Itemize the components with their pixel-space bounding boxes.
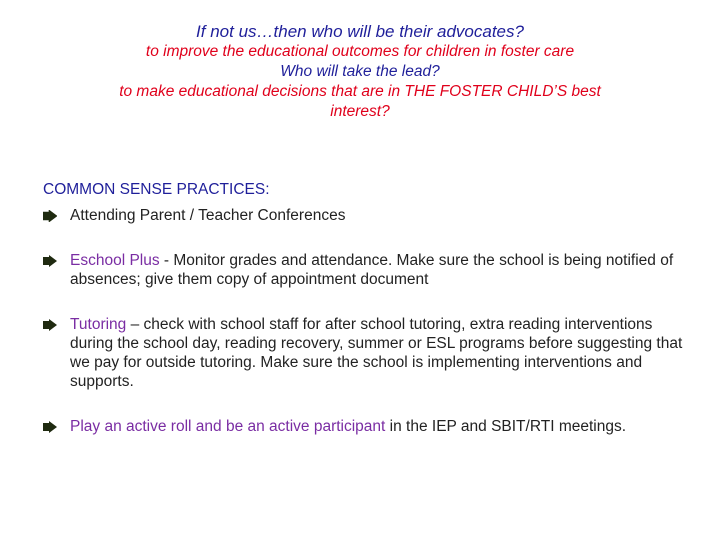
arrow-bullet-icon bbox=[43, 421, 57, 433]
item-highlight: Tutoring bbox=[70, 316, 127, 333]
list-item bbox=[43, 206, 683, 225]
header-line-4: to make educational decisions that are in THE FOSTER CHILD’S best bbox=[119, 83, 601, 100]
list-item bbox=[43, 315, 683, 391]
arrow-bullet-icon bbox=[43, 255, 57, 267]
item-text: in the IEP and SBIT/RTI meetings. bbox=[385, 418, 627, 435]
header-line-3: Who will take the lead? bbox=[280, 63, 440, 80]
list-item bbox=[43, 251, 683, 289]
item-text: – check with school staff for after school tutoring, extra reading interventions during the school day, reading recovery, summer or ESL programs before suggesting that we pay for outside tutoring. Make sure the school is implementing interventions and supports. bbox=[70, 316, 683, 390]
list-item bbox=[43, 417, 683, 436]
header-line-2: to improve the educational outcomes for children in foster care bbox=[145, 43, 575, 60]
header-line-5: interest? bbox=[330, 103, 390, 120]
practices-title: COMMON SENSE PRACTICES: bbox=[43, 181, 270, 198]
item-text: - Monitor grades and attendance. Make sure the school is being notified of absences; give them copy of appointment document bbox=[70, 252, 674, 288]
arrow-bullet-icon bbox=[43, 210, 57, 222]
header bbox=[0, 22, 720, 122]
practices-list bbox=[43, 206, 683, 436]
item-highlight: Play an active roll and be an active participant bbox=[70, 418, 386, 435]
item-text: Attending Parent / Teacher Conferences bbox=[70, 207, 346, 224]
header-question: If not us…then who will be their advocates? bbox=[196, 22, 524, 41]
arrow-bullet-icon bbox=[43, 319, 57, 331]
practices-section bbox=[43, 180, 683, 436]
item-highlight: Eschool Plus bbox=[70, 252, 160, 269]
